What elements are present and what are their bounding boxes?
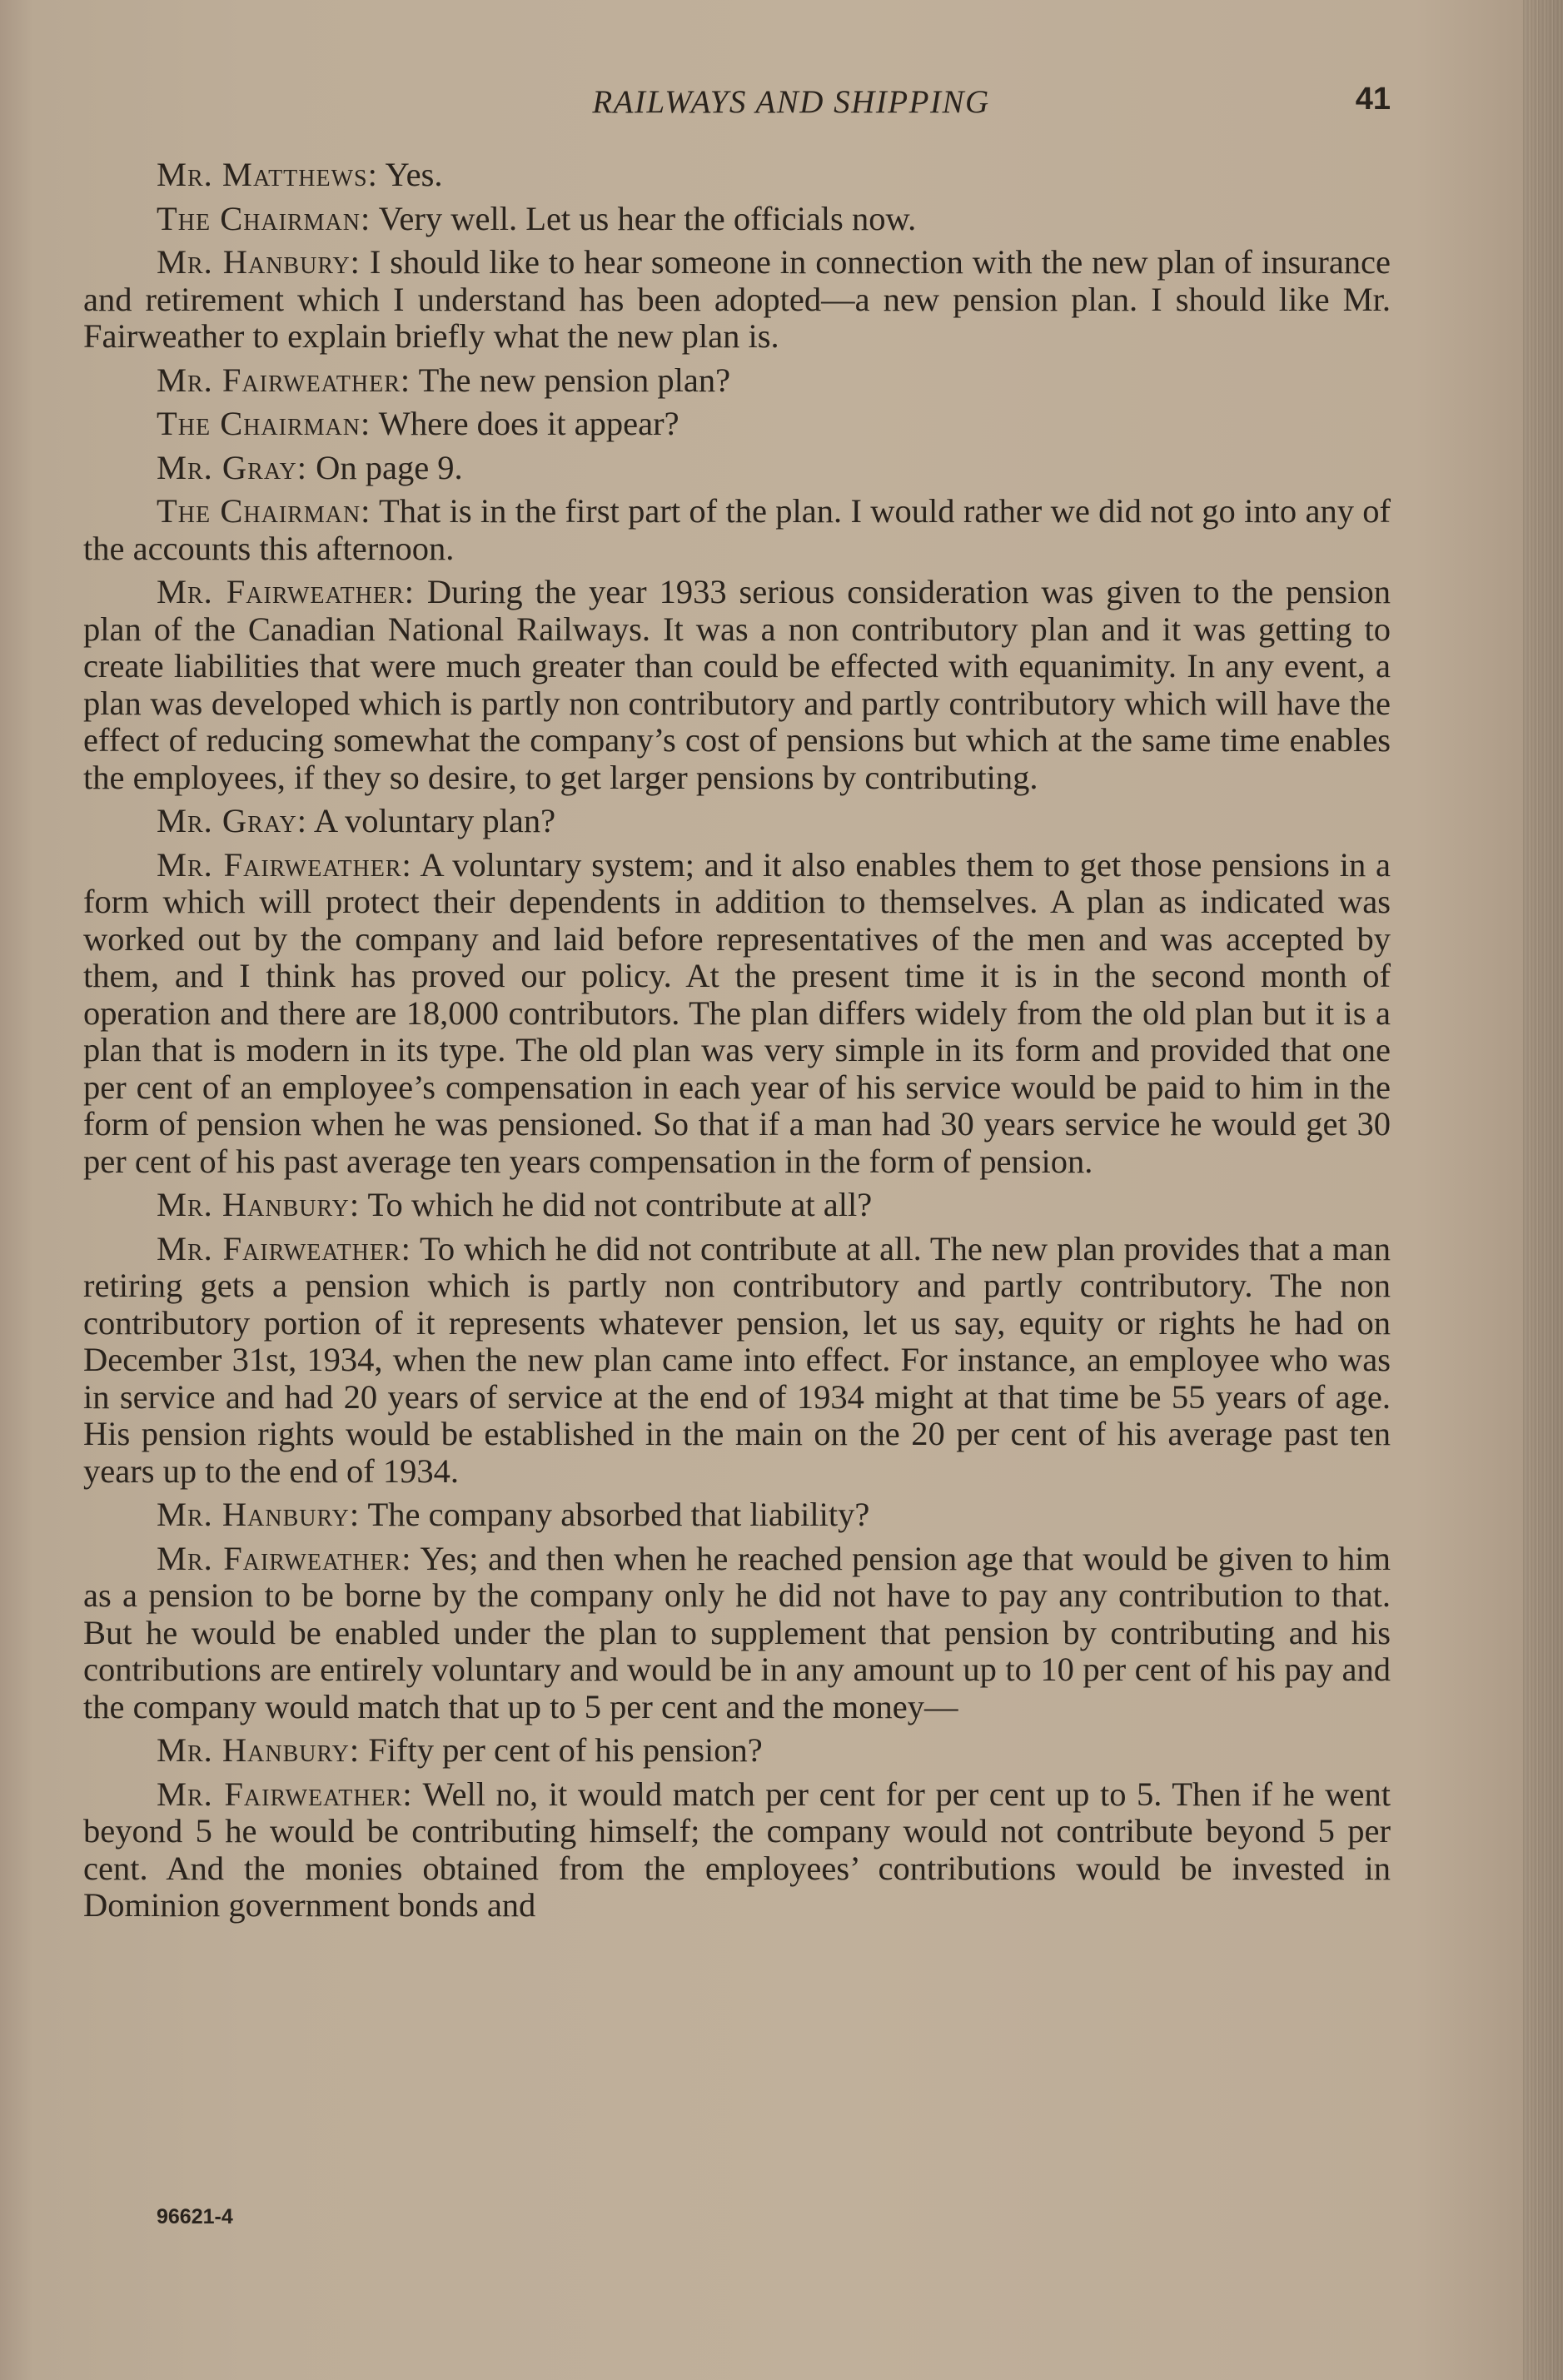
speaker-name: Mr. Hanbury: [157, 1186, 361, 1223]
page-number: 41 [1355, 82, 1391, 117]
paragraph [83, 244, 1391, 356]
speaker-name: Mr. Fairweather: [157, 573, 415, 610]
signature-mark: 96621-4 [157, 2205, 233, 2228]
paragraph [83, 450, 1391, 487]
paragraph-text: Yes; and then when he reached pension age that would be given to him as a pension to be borne by the company only he did not have to pay any contribution to that. But he would be enabled under the plan to supplement that pension by contributing and his contributions are entirely voluntary and would be in any amount up to 10 per cent of his pay and the company would match that up to 5 per cent and the money— [83, 1539, 1391, 1725]
paragraph [83, 362, 1391, 400]
speaker-name: The Chairman: [157, 405, 371, 442]
transcript-body [83, 157, 1391, 1931]
speaker-name: Mr. Gray: [157, 802, 307, 839]
speaker-name: Mr. Hanbury: [157, 243, 361, 281]
speaker-name: Mr. Matthews: [157, 156, 378, 193]
paragraph [83, 1187, 1391, 1224]
running-title: RAILWAYS AND SHIPPING [592, 84, 990, 120]
paragraph [83, 847, 1391, 1181]
page-header [83, 83, 1391, 133]
speaker-name: Mr. Fairweather: [157, 1775, 413, 1813]
paragraph-text: During the year 1933 serious consideration was given to the pension plan of the Canadian National Railways. It was a non contributory plan and it was getting to create liabilities that were much greater than could be effected with equanimity. In any event, a plan was developed which is partly non contributory and partly contributory which will have the effect of reducing somewhat the company’s cost of pensions but which at the same time enables the employees, if they so desire, to get larger pensions by contributing. [83, 573, 1391, 796]
paragraph-text: The company absorbed that liability? [367, 1496, 870, 1533]
paragraph-text: To which he did not contribute at all? [367, 1186, 873, 1223]
page-edge [1523, 0, 1563, 2380]
paragraph [83, 574, 1391, 796]
paragraph [83, 1541, 1391, 1726]
paragraph-text: To which he did not contribute at all. The new plan provides that a man retiring gets a pension which is partly non contributory and partly contributory. The non contributory portion of it represents whatever pension, let us say, equity or rights he had on December 31st, 1934, when the new plan came into effect. For instance, an employee who was in service and had 20 years of service at the end of 1934 might at that time be 55 years of age. His pension rights would be established in the main on the 20 per cent of his average past ten years up to the end of 1934. [83, 1229, 1391, 1490]
paragraph-text: On page 9. [316, 448, 463, 486]
paragraph [83, 1732, 1391, 1770]
paragraph [83, 406, 1391, 443]
speaker-name: Mr. Fairweather: [157, 845, 412, 884]
speaker-name: Mr. Hanbury: [157, 1496, 361, 1533]
paragraph-text: Yes. [385, 156, 443, 193]
paragraph-text: Fifty per cent of his pension? [368, 1731, 763, 1769]
speaker-name: Mr. Gray: [157, 448, 307, 486]
speaker-name: The Chairman: [157, 492, 371, 530]
paragraph-text: Well no, it would match per cent for per cent up to 5. Then if he went beyond 5 he would be contributing himself; the company would not contribute beyond 5 per cent. And the monies obtained from the employees’ contributions would be invested in Dominion government bonds and [83, 1775, 1391, 1924]
paragraph-text: The new pension plan? [418, 361, 731, 399]
paragraph-text: Where does it appear? [378, 405, 679, 442]
paragraph [83, 1231, 1391, 1491]
speaker-name: Mr. Fairweather: [157, 361, 411, 399]
paragraph-text: Very well. Let us hear the officials now. [378, 199, 917, 237]
paragraph-text: A voluntary system; and it also enables them to get those pensions in a form which will protect their dependents in addition to themselves. A plan as indicated was worked out by the company and laid before representatives of the men and was accepted by them, and I think has proved our policy. At the present time it is in the second month of operation and there are 18,000 contributors. The plan differs widely from the old plan but it is a plan that is modern in its type. The old plan was very simple in its form and provided that one per cent of an employee’s compensation in each year of his service would be paid to him in the form of pension when he was pensioned. So that if a man had 30 years service he would get 30 per cent of his past average ten years compensation in the form of pension. [83, 845, 1391, 1180]
paragraph-text: That is in the first part of the plan. I would rather we did not go into any of the accounts this afternoon. [83, 492, 1391, 567]
paragraph [83, 803, 1391, 840]
paragraph [83, 493, 1391, 567]
speaker-name: Mr. Fairweather: [157, 1539, 412, 1577]
speaker-name: Mr. Fairweather: [157, 1229, 411, 1267]
paragraph-text: A voluntary plan? [313, 802, 556, 839]
paragraph-text: I should like to hear someone in connection with the new plan of insurance and retirement which I understand has been adopted—a new pension plan. I should like Mr. Fairweather to explain briefly what the new plan is. [83, 243, 1391, 355]
paragraph [83, 1496, 1391, 1534]
paragraph [83, 1776, 1391, 1924]
speaker-name: The Chairman: [157, 199, 371, 237]
paragraph [83, 201, 1391, 238]
speaker-name: Mr. Hanbury: [157, 1731, 361, 1769]
paragraph [83, 157, 1391, 194]
